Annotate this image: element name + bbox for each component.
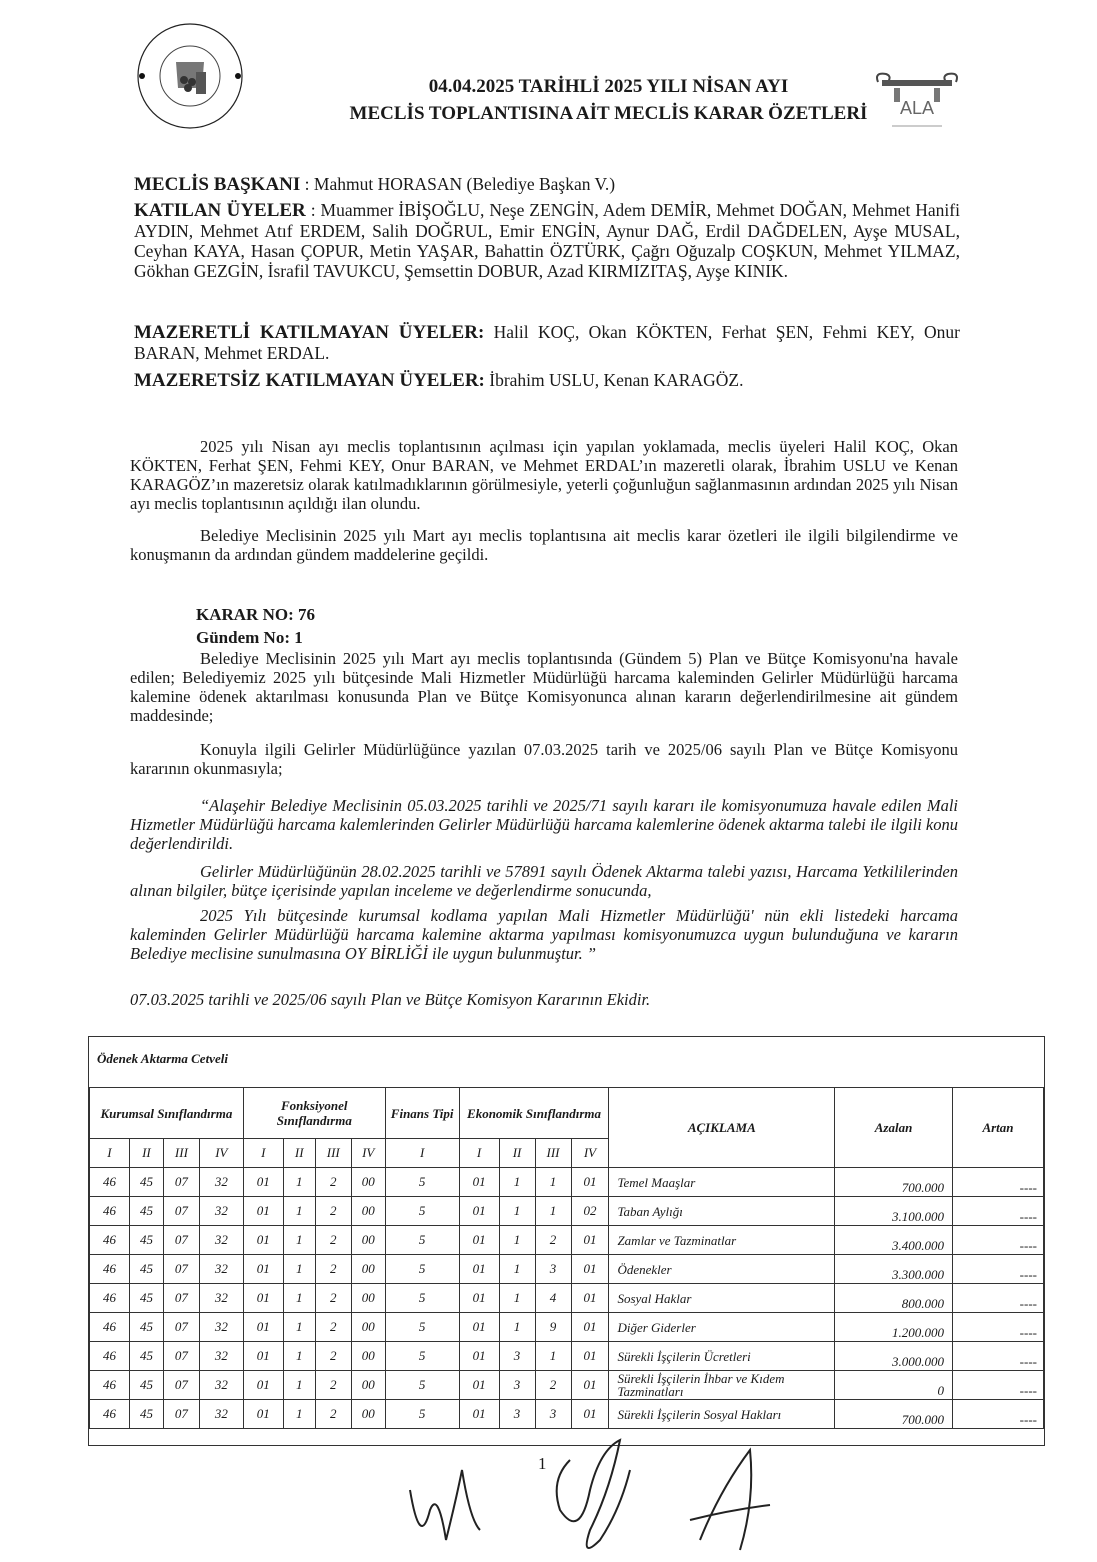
increase-amount-cell: ---- — [953, 1226, 1044, 1255]
appropriation-transfer-table — [88, 1036, 1045, 1446]
document-title-line2: MECLİS TOPLANTISINA AİT MECLİS KARAR ÖZETLERİ — [349, 103, 868, 124]
ekonomik-code-cell: 1 — [499, 1255, 535, 1284]
kurumsal-code-cell: 45 — [129, 1313, 163, 1342]
reading-paragraph: Konuyla ilgili Gelirler Müdürlüğünce yazılan 07.03.2025 tarih ve 2025/06 sayılı Plan ve Bütçe Komisyonu kararının okunmasıyla; — [130, 740, 958, 778]
ekonomik-code-cell: 2 — [535, 1226, 571, 1255]
kurumsal-code-cell: 46 — [90, 1226, 130, 1255]
fonksiyonel-code-cell: 01 — [243, 1168, 283, 1197]
table-row — [90, 1371, 1044, 1400]
header-azalan: Azalan — [835, 1088, 953, 1168]
fonksiyonel-code-cell: 1 — [283, 1371, 315, 1400]
kurumsal-code-cell: 46 — [90, 1400, 130, 1429]
description-cell: Taban Aylığı — [609, 1197, 835, 1226]
table-row — [90, 1197, 1044, 1226]
fonksiyonel-code-cell: 00 — [351, 1313, 385, 1342]
description-cell: Diğer Giderler — [609, 1313, 835, 1342]
commission-quote-2: Gelirler Müdürlüğünün 28.02.2025 tarihli ve 57891 sayılı Ödenek Aktarma talebi yazısı, Harcama Yetkililerinden alınan bilgiler, bütçe içerisinde yapılan inceleme ve değerlendirme sonucunda, — [130, 862, 958, 900]
decrease-amount-cell: 700.000 — [835, 1400, 953, 1429]
table-row — [90, 1255, 1044, 1284]
subheader-ekonomik-1: I — [459, 1139, 499, 1168]
fonksiyonel-code-cell: 2 — [315, 1168, 351, 1197]
ekonomik-code-cell: 01 — [459, 1197, 499, 1226]
description-cell: Sürekli İşçilerin İhbar ve Kıdem Tazminatları — [609, 1371, 835, 1400]
subheader-kurumsal-2: II — [129, 1139, 163, 1168]
fonksiyonel-code-cell: 2 — [315, 1284, 351, 1313]
ekonomik-code-cell: 01 — [571, 1168, 609, 1197]
ekonomik-code-cell: 01 — [571, 1313, 609, 1342]
attending-value: : Muammer İBİŞOĞLU, Neşe ZENGİN, Adem DEMİR, Mehmet DOĞAN, Mehmet Hanifi AYDIN, Mehmet Atıf ERDEM, Salih DOĞRUL, Emir ENGİN, Aynur DAĞ, Erdil DAĞDELEN, Ayşe MUSAL, Ceyhan KAYA, Hasan ÇOPUR, Metin YAŞAR, Bahattin ÖZTÜRK, Çağrı Oğuzalp COŞKUN, Mehmet YILMAZ, Gökhan GEZGİN, İsrafil TAVUKCU, Şemsettin DOBUR, Azad KIRMIZITAŞ, Ayşe KINIK. — [134, 200, 960, 281]
fonksiyonel-code-cell: 2 — [315, 1342, 351, 1371]
fonksiyonel-code-cell: 1 — [283, 1226, 315, 1255]
finans-code-cell: 5 — [385, 1168, 459, 1197]
ekonomik-code-cell: 01 — [459, 1400, 499, 1429]
table-row — [90, 1226, 1044, 1255]
ekonomik-code-cell: 1 — [499, 1226, 535, 1255]
decision-number: KARAR NO: 76 — [196, 605, 315, 624]
president-row — [134, 174, 960, 195]
ekonomik-code-cell: 2 — [535, 1371, 571, 1400]
header-finans: Finans Tipi — [385, 1088, 459, 1139]
increase-amount-cell: ---- — [953, 1313, 1044, 1342]
increase-amount-cell: ---- — [953, 1197, 1044, 1226]
subheader-ekonomik-4: IV — [571, 1139, 609, 1168]
ekonomik-code-cell: 01 — [459, 1342, 499, 1371]
subheader-fonksiyonel-4: IV — [351, 1139, 385, 1168]
attending-label: KATILAN ÜYELER — [134, 200, 306, 221]
finans-code-cell: 5 — [385, 1313, 459, 1342]
header-fonksiyonel: Fonksiyonel Sınıflandırma — [243, 1088, 385, 1139]
ekonomik-code-cell: 3 — [499, 1400, 535, 1429]
ekonomik-code-cell: 3 — [499, 1342, 535, 1371]
ekonomik-code-cell: 01 — [459, 1226, 499, 1255]
fonksiyonel-code-cell: 1 — [283, 1197, 315, 1226]
finans-code-cell: 5 — [385, 1226, 459, 1255]
table-row — [90, 1168, 1044, 1197]
attendance-paragraph: 2025 yılı Nisan ayı meclis toplantısının açılması için yapılan yoklamada, meclis üyeleri Halil KOÇ, Okan KÖKTEN, Ferhat ŞEN, Fehmi KEY, Onur BARAN, ve Mehmet ERDAL’ın mazeretli olarak, İbrahim USLU ve Kenan KARAGÖZ’ın mazeretsiz olarak katılmadıklarının görülmesiyle, yeterli çoğunluğun sağlanmasının ardından 2025 yılı Nisan ayı meclis toplantısının açıldığı ilan olundu. — [130, 437, 958, 513]
description-cell: Sürekli İşçilerin Ücretleri — [609, 1342, 835, 1371]
kurumsal-code-cell: 46 — [90, 1197, 130, 1226]
decrease-amount-cell: 3.400.000 — [835, 1226, 953, 1255]
ekonomik-code-cell: 1 — [499, 1168, 535, 1197]
fonksiyonel-code-cell: 00 — [351, 1284, 385, 1313]
finans-code-cell: 5 — [385, 1400, 459, 1429]
fonksiyonel-code-cell: 2 — [315, 1371, 351, 1400]
unexcused-members — [134, 370, 960, 391]
ekonomik-code-cell: 1 — [499, 1197, 535, 1226]
fonksiyonel-code-cell: 1 — [283, 1284, 315, 1313]
ekonomik-code-cell: 01 — [459, 1255, 499, 1284]
kurumsal-code-cell: 32 — [199, 1313, 243, 1342]
fonksiyonel-code-cell: 01 — [243, 1197, 283, 1226]
finans-code-cell: 5 — [385, 1342, 459, 1371]
fonksiyonel-code-cell: 01 — [243, 1400, 283, 1429]
agenda-number: Gündem No: 1 — [196, 628, 303, 647]
commission-quote-3: 2025 Yılı bütçesinde kurumsal kodlama yapılan Mali Hizmetler Müdürlüğü' nün ekli listedeki harcama kaleminden Gelirler Müdürlüğü harcama kalemine aktarma yapılması komisyonumuzca uygun bulunduğuna ve kararın Belediye meclisine sunulmasına OY BİRLİĞİ ile uygun bulunmuştur. ” — [130, 906, 958, 963]
increase-amount-cell: ---- — [953, 1400, 1044, 1429]
table-row — [90, 1342, 1044, 1371]
kurumsal-code-cell: 07 — [163, 1168, 199, 1197]
page-number: 1 — [538, 1454, 547, 1473]
kurumsal-code-cell: 46 — [90, 1168, 130, 1197]
fonksiyonel-code-cell: 2 — [315, 1400, 351, 1429]
increase-amount-cell: ---- — [953, 1255, 1044, 1284]
decrease-amount-cell: 0 — [835, 1371, 953, 1400]
ekonomik-code-cell: 4 — [535, 1284, 571, 1313]
table-row — [90, 1400, 1044, 1429]
description-cell: Ödenekler — [609, 1255, 835, 1284]
decrease-amount-cell: 700.000 — [835, 1168, 953, 1197]
kurumsal-code-cell: 45 — [129, 1342, 163, 1371]
finans-code-cell: 5 — [385, 1255, 459, 1284]
increase-amount-cell: ---- — [953, 1284, 1044, 1313]
ekonomik-code-cell: 01 — [459, 1313, 499, 1342]
document-title-line1: 04.04.2025 TARİHLİ 2025 YILI NİSAN AYI — [428, 76, 789, 97]
finans-code-cell: 5 — [385, 1197, 459, 1226]
president-value: : Mahmut HORASAN (Belediye Başkan V.) — [304, 174, 616, 194]
fonksiyonel-code-cell: 2 — [315, 1197, 351, 1226]
ekonomik-code-cell: 01 — [459, 1168, 499, 1197]
fonksiyonel-code-cell: 2 — [315, 1255, 351, 1284]
ekonomik-code-cell: 01 — [571, 1255, 609, 1284]
subheader-ekonomik-3: III — [535, 1139, 571, 1168]
kurumsal-code-cell: 32 — [199, 1371, 243, 1400]
ekonomik-code-cell: 9 — [535, 1313, 571, 1342]
kurumsal-code-cell: 46 — [90, 1284, 130, 1313]
ekonomik-code-cell: 01 — [571, 1371, 609, 1400]
kurumsal-code-cell: 45 — [129, 1400, 163, 1429]
fonksiyonel-code-cell: 1 — [283, 1255, 315, 1284]
header-ekonomik: Ekonomik Sınıflandırma — [459, 1088, 609, 1139]
fonksiyonel-code-cell: 01 — [243, 1284, 283, 1313]
description-cell: Sosyal Haklar — [609, 1284, 835, 1313]
decrease-amount-cell: 3.100.000 — [835, 1197, 953, 1226]
decrease-amount-cell: 3.000.000 — [835, 1342, 953, 1371]
fonksiyonel-code-cell: 2 — [315, 1313, 351, 1342]
ekonomik-code-cell: 1 — [535, 1342, 571, 1371]
subheader-fonksiyonel-3: III — [315, 1139, 351, 1168]
description-cell: Temel Maaşlar — [609, 1168, 835, 1197]
commission-quote-1: “Alaşehir Belediye Meclisinin 05.03.2025 tarihli ve 2025/71 sayılı kararı ile komisyonumuza havale edilen Mali Hizmetler Müdürlüğü harcama kalemlerinden Gelirler Müdürlüğü harcama kalemlerine ödenek aktarma talebi ile ilgili konu değerlendirildi. — [130, 796, 958, 853]
kurumsal-code-cell: 07 — [163, 1342, 199, 1371]
kurumsal-code-cell: 32 — [199, 1342, 243, 1371]
kurumsal-code-cell: 45 — [129, 1284, 163, 1313]
kurumsal-code-cell: 46 — [90, 1371, 130, 1400]
kurumsal-code-cell: 45 — [129, 1371, 163, 1400]
table-row — [90, 1313, 1044, 1342]
fonksiyonel-code-cell: 01 — [243, 1371, 283, 1400]
kurumsal-code-cell: 46 — [90, 1255, 130, 1284]
subheader-kurumsal-1: I — [90, 1139, 130, 1168]
excused-members — [134, 322, 960, 363]
kurumsal-code-cell: 45 — [129, 1226, 163, 1255]
kurumsal-code-cell: 46 — [90, 1342, 130, 1371]
description-cell: Zamlar ve Tazminatlar — [609, 1226, 835, 1255]
description-cell: Sürekli İşçilerin Sosyal Hakları — [609, 1400, 835, 1429]
kurumsal-code-cell: 07 — [163, 1371, 199, 1400]
kurumsal-code-cell: 07 — [163, 1197, 199, 1226]
fonksiyonel-code-cell: 01 — [243, 1313, 283, 1342]
kurumsal-code-cell: 45 — [129, 1168, 163, 1197]
kurumsal-code-cell: 32 — [199, 1284, 243, 1313]
subheader-kurumsal-3: III — [163, 1139, 199, 1168]
subheader-fonksiyonel-2: II — [283, 1139, 315, 1168]
fonksiyonel-code-cell: 1 — [283, 1168, 315, 1197]
header-aciklama: AÇIKLAMA — [609, 1088, 835, 1168]
handwritten-signatures — [390, 1430, 810, 1560]
fonksiyonel-code-cell: 00 — [351, 1400, 385, 1429]
fonksiyonel-code-cell: 01 — [243, 1342, 283, 1371]
ekonomik-code-cell: 01 — [459, 1371, 499, 1400]
subheader-finans-1: I — [385, 1139, 459, 1168]
kurumsal-code-cell: 07 — [163, 1313, 199, 1342]
ekonomik-code-cell: 3 — [535, 1255, 571, 1284]
increase-amount-cell: ---- — [953, 1342, 1044, 1371]
subheader-kurumsal-4: IV — [199, 1139, 243, 1168]
kurumsal-code-cell: 32 — [199, 1226, 243, 1255]
subheader-fonksiyonel-1: I — [243, 1139, 283, 1168]
president-label: MECLİS BAŞKANI — [134, 174, 301, 195]
ekonomik-code-cell: 1 — [535, 1197, 571, 1226]
fonksiyonel-code-cell: 01 — [243, 1226, 283, 1255]
transfer-grid — [89, 1087, 1044, 1429]
subheader-ekonomik-2: II — [499, 1139, 535, 1168]
ekonomik-code-cell: 01 — [571, 1342, 609, 1371]
fonksiyonel-code-cell: 00 — [351, 1342, 385, 1371]
table-row — [90, 1284, 1044, 1313]
fonksiyonel-code-cell: 1 — [283, 1342, 315, 1371]
kurumsal-code-cell: 07 — [163, 1226, 199, 1255]
kurumsal-code-cell: 46 — [90, 1313, 130, 1342]
ekonomik-code-cell: 02 — [571, 1197, 609, 1226]
ekonomik-code-cell: 3 — [535, 1400, 571, 1429]
kurumsal-code-cell: 32 — [199, 1197, 243, 1226]
ekonomik-code-cell: 1 — [499, 1313, 535, 1342]
kurumsal-code-cell: 32 — [199, 1400, 243, 1429]
finans-code-cell: 5 — [385, 1284, 459, 1313]
fonksiyonel-code-cell: 1 — [283, 1313, 315, 1342]
fonksiyonel-code-cell: 2 — [315, 1226, 351, 1255]
kurumsal-code-cell: 07 — [163, 1255, 199, 1284]
fonksiyonel-code-cell: 01 — [243, 1255, 283, 1284]
finans-code-cell: 5 — [385, 1371, 459, 1400]
excused-value: Halil KOÇ, Okan KÖKTEN, Ferhat ŞEN, Fehmi KEY, Onur BARAN, Mehmet ERDAL. — [134, 322, 960, 363]
decrease-amount-cell: 1.200.000 — [835, 1313, 953, 1342]
ekonomik-code-cell: 01 — [571, 1284, 609, 1313]
fonksiyonel-code-cell: 1 — [283, 1400, 315, 1429]
kurumsal-code-cell: 07 — [163, 1284, 199, 1313]
table-body — [90, 1168, 1044, 1429]
fonksiyonel-code-cell: 00 — [351, 1255, 385, 1284]
header-artan: Artan — [953, 1088, 1044, 1168]
header-kurumsal: Kurumsal Sınıflandırma — [90, 1088, 244, 1139]
ekonomik-code-cell: 01 — [571, 1226, 609, 1255]
fonksiyonel-code-cell: 00 — [351, 1226, 385, 1255]
ekonomik-code-cell: 3 — [499, 1371, 535, 1400]
kurumsal-code-cell: 32 — [199, 1255, 243, 1284]
kurumsal-code-cell: 45 — [129, 1255, 163, 1284]
unexcused-value: İbrahim USLU, Kenan KARAGÖZ. — [484, 370, 744, 390]
attending-members — [134, 200, 960, 281]
increase-amount-cell: ---- — [953, 1168, 1044, 1197]
kurumsal-code-cell: 07 — [163, 1400, 199, 1429]
increase-amount-cell: ---- — [953, 1371, 1044, 1400]
decrease-amount-cell: 800.000 — [835, 1284, 953, 1313]
fonksiyonel-code-cell: 00 — [351, 1168, 385, 1197]
agenda-item-paragraph: Belediye Meclisinin 2025 yılı Mart ayı meclis toplantısında (Gündem 5) Plan ve Bütçe Komisyonu'na havale edilen; Belediyemiz 2025 yılı bütçesinde Mali Hizmetler Müdürlüğü harcama kaleminden Gelirler Müdürlüğü harcama kalemine ödenek aktarılması konusunda Plan ve Bütçe Komisyonunca alınan kararın değerlendirilmesine ait gündem maddesinde; — [130, 649, 958, 725]
kurumsal-code-cell: 32 — [199, 1168, 243, 1197]
fonksiyonel-code-cell: 00 — [351, 1371, 385, 1400]
unexcused-label: MAZERETSİZ KATILMAYAN ÜYELER: — [134, 370, 485, 391]
ekonomik-code-cell: 1 — [535, 1168, 571, 1197]
fonksiyonel-code-cell: 00 — [351, 1197, 385, 1226]
kurumsal-code-cell: 45 — [129, 1197, 163, 1226]
excused-label: MAZERETLİ KATILMAYAN ÜYELER: — [134, 322, 485, 343]
annex-note: 07.03.2025 tarihli ve 2025/06 sayılı Plan ve Bütçe Komisyon Kararının Ekidir. — [130, 990, 651, 1009]
ekonomik-code-cell: 1 — [499, 1284, 535, 1313]
ala-logo-text: ALA — [899, 98, 935, 118]
ekonomik-code-cell: 01 — [459, 1284, 499, 1313]
ekonomik-code-cell: 01 — [571, 1400, 609, 1429]
agenda-transition-paragraph: Belediye Meclisinin 2025 yılı Mart ayı meclis toplantısına ait meclis karar özetleri ile ilgili bilgilendirme ve konuşmanın da ardından gündem maddelerine geçildi. — [130, 526, 958, 564]
table-title: Ödenek Aktarma Cetveli — [97, 1051, 228, 1066]
decrease-amount-cell: 3.300.000 — [835, 1255, 953, 1284]
